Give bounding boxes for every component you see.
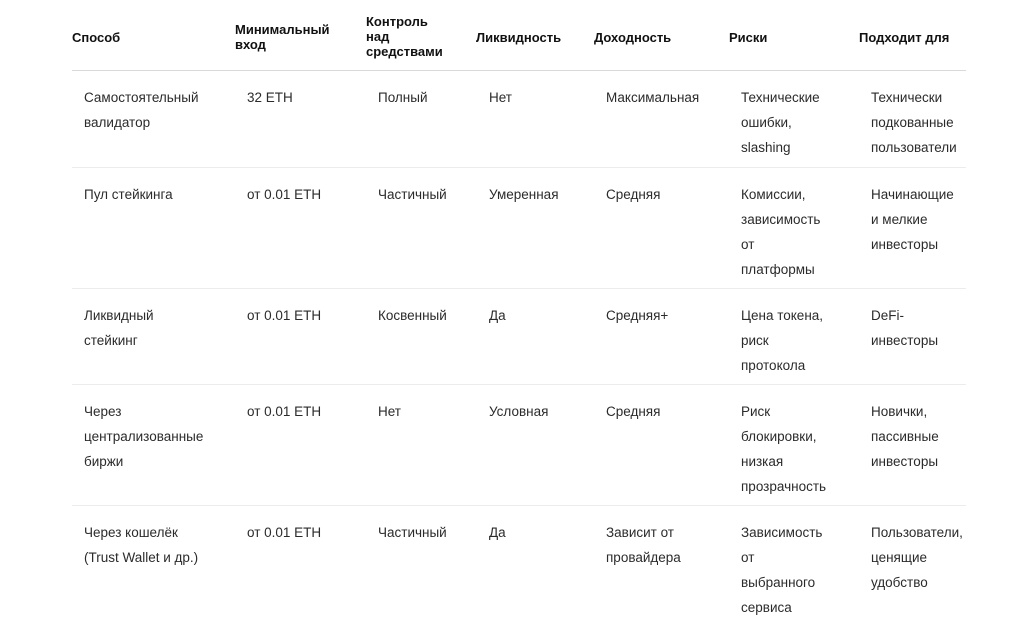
header-text: Способ <box>72 30 121 45</box>
cell-risks <box>741 520 822 620</box>
cell-text-line: Средняя <box>606 404 661 419</box>
cell-text-line: подкованные <box>871 115 954 130</box>
cell-liquidity <box>489 182 559 207</box>
cell-text-line: Цена токена, <box>741 308 824 323</box>
staking-comparison-table <box>72 0 966 636</box>
cell-text-line: пассивные <box>871 429 939 444</box>
cell-text-line: и мелкие <box>871 212 928 227</box>
cell-yield <box>606 303 668 328</box>
header-text: вход <box>235 37 266 52</box>
table-row <box>72 289 966 385</box>
cell-text-line: Умеренная <box>489 187 559 202</box>
cell-text-line: централизованные <box>84 429 204 444</box>
cell-risks <box>741 85 820 160</box>
cell-method <box>84 182 173 207</box>
cell-control <box>378 182 447 207</box>
cell-text-line: от 0.01 ETH <box>247 404 322 419</box>
cell-text-line: провайдера <box>606 550 681 565</box>
cell-text-line: прозрачность <box>741 479 827 494</box>
cell-text-line: Ликвидный <box>84 308 154 323</box>
cell-text-line: низкая <box>741 454 784 469</box>
cell-text-line: Средняя+ <box>606 308 669 323</box>
header-control <box>366 14 443 59</box>
header-yield <box>594 30 671 45</box>
cell-text-line: ценящие <box>871 550 928 565</box>
cell-suitable-for <box>871 85 957 160</box>
cell-text-line: Технические <box>741 90 820 105</box>
cell-text-line: Нет <box>489 90 512 105</box>
cell-text-line: биржи <box>84 454 124 469</box>
cell-text-line: Риск <box>741 404 771 419</box>
cell-text-line: удобство <box>871 575 928 590</box>
cell-text-line: от <box>741 550 755 565</box>
cell-text-line: Через <box>84 404 122 419</box>
cell-text-line: от 0.01 ETH <box>247 525 322 540</box>
cell-text-line: Новички, <box>871 404 928 419</box>
cell-text-line: Нет <box>378 404 401 419</box>
header-text: Ликвидность <box>476 30 562 45</box>
table-row <box>72 71 966 168</box>
cell-text-line: ошибки, <box>741 115 792 130</box>
cell-text-line: блокировки, <box>741 429 817 444</box>
cell-liquidity <box>489 85 512 110</box>
header-risks <box>729 30 767 45</box>
cell-suitable-for <box>871 520 963 595</box>
cell-text-line: протокола <box>741 358 806 373</box>
header-text: средствами <box>366 44 443 59</box>
cell-min-entry <box>247 182 321 207</box>
cell-method <box>84 520 198 570</box>
cell-suitable-for <box>871 303 938 353</box>
cell-text-line: риск <box>741 333 769 348</box>
cell-text-line: инвесторы <box>871 333 939 348</box>
cell-control <box>378 520 447 545</box>
header-text: Минимальный <box>235 22 330 37</box>
cell-risks <box>741 399 826 499</box>
cell-yield <box>606 399 660 424</box>
cell-min-entry <box>247 399 321 424</box>
cell-text-line: slashing <box>741 140 791 155</box>
cell-min-entry <box>247 520 321 545</box>
cell-text-line: Комиссии, <box>741 187 806 202</box>
cell-text-line: пользователи <box>871 140 957 155</box>
cell-method <box>84 85 199 135</box>
cell-risks <box>741 182 820 282</box>
cell-text-line: Косвенный <box>378 308 447 323</box>
cell-text-line: от <box>741 237 755 252</box>
header-text: Риски <box>729 30 768 45</box>
cell-text-line: Средняя <box>606 187 661 202</box>
cell-risks <box>741 303 823 378</box>
cell-text-line: сервиса <box>741 600 792 615</box>
cell-liquidity <box>489 399 548 424</box>
header-text: над <box>366 29 390 44</box>
cell-control <box>378 303 447 328</box>
cell-text-line: выбранного <box>741 575 816 590</box>
table-header-row <box>72 0 966 71</box>
cell-text-line: Частичный <box>378 187 447 202</box>
cell-method <box>84 399 203 474</box>
cell-control <box>378 399 401 424</box>
cell-text-line: Полный <box>378 90 428 105</box>
cell-min-entry <box>247 85 293 110</box>
cell-text-line: Частичный <box>378 525 447 540</box>
table-row <box>72 168 966 289</box>
table-row <box>72 506 966 636</box>
cell-method <box>84 303 154 353</box>
cell-text-line: Да <box>489 525 506 540</box>
header-liquidity <box>476 30 561 45</box>
cell-text-line: стейкинг <box>84 333 138 348</box>
cell-text-line: Зависимость <box>741 525 823 540</box>
cell-text-line: DeFi- <box>871 308 904 323</box>
cell-yield <box>606 520 681 570</box>
cell-text-line: Самостоятельный <box>84 90 199 105</box>
header-text: Доходность <box>594 30 672 45</box>
cell-suitable-for <box>871 399 939 474</box>
cell-min-entry <box>247 303 321 328</box>
cell-yield <box>606 182 660 207</box>
cell-liquidity <box>489 520 506 545</box>
cell-text-line: Через кошелёк <box>84 525 178 540</box>
cell-text-line: валидатор <box>84 115 151 130</box>
table-body <box>72 71 966 636</box>
cell-text-line: инвесторы <box>871 237 939 252</box>
header-method <box>72 30 120 45</box>
cell-liquidity <box>489 303 506 328</box>
cell-suitable-for <box>871 182 954 257</box>
cell-text-line: Зависит от <box>606 525 674 540</box>
cell-text-line: Да <box>489 308 506 323</box>
cell-text-line: Пул стейкинга <box>84 187 173 202</box>
cell-text-line: Технически <box>871 90 943 105</box>
table-row <box>72 385 966 506</box>
cell-text-line: Начинающие <box>871 187 954 202</box>
cell-text-line: (Trust Wallet и др.) <box>84 550 199 565</box>
cell-text-line: 32 ETH <box>247 90 293 105</box>
header-min-entry <box>235 22 330 52</box>
cell-yield <box>606 85 699 110</box>
header-suitable-for <box>859 30 949 45</box>
header-text: Подходит для <box>859 30 950 45</box>
cell-control <box>378 85 428 110</box>
cell-text-line: Пользователи, <box>871 525 963 540</box>
cell-text-line: зависимость <box>741 212 821 227</box>
cell-text-line: инвесторы <box>871 454 939 469</box>
header-text: Контроль <box>366 14 428 29</box>
cell-text-line: от 0.01 ETH <box>247 187 322 202</box>
cell-text-line: от 0.01 ETH <box>247 308 322 323</box>
cell-text-line: Максимальная <box>606 90 700 105</box>
cell-text-line: платформы <box>741 262 815 277</box>
cell-text-line: Условная <box>489 404 549 419</box>
